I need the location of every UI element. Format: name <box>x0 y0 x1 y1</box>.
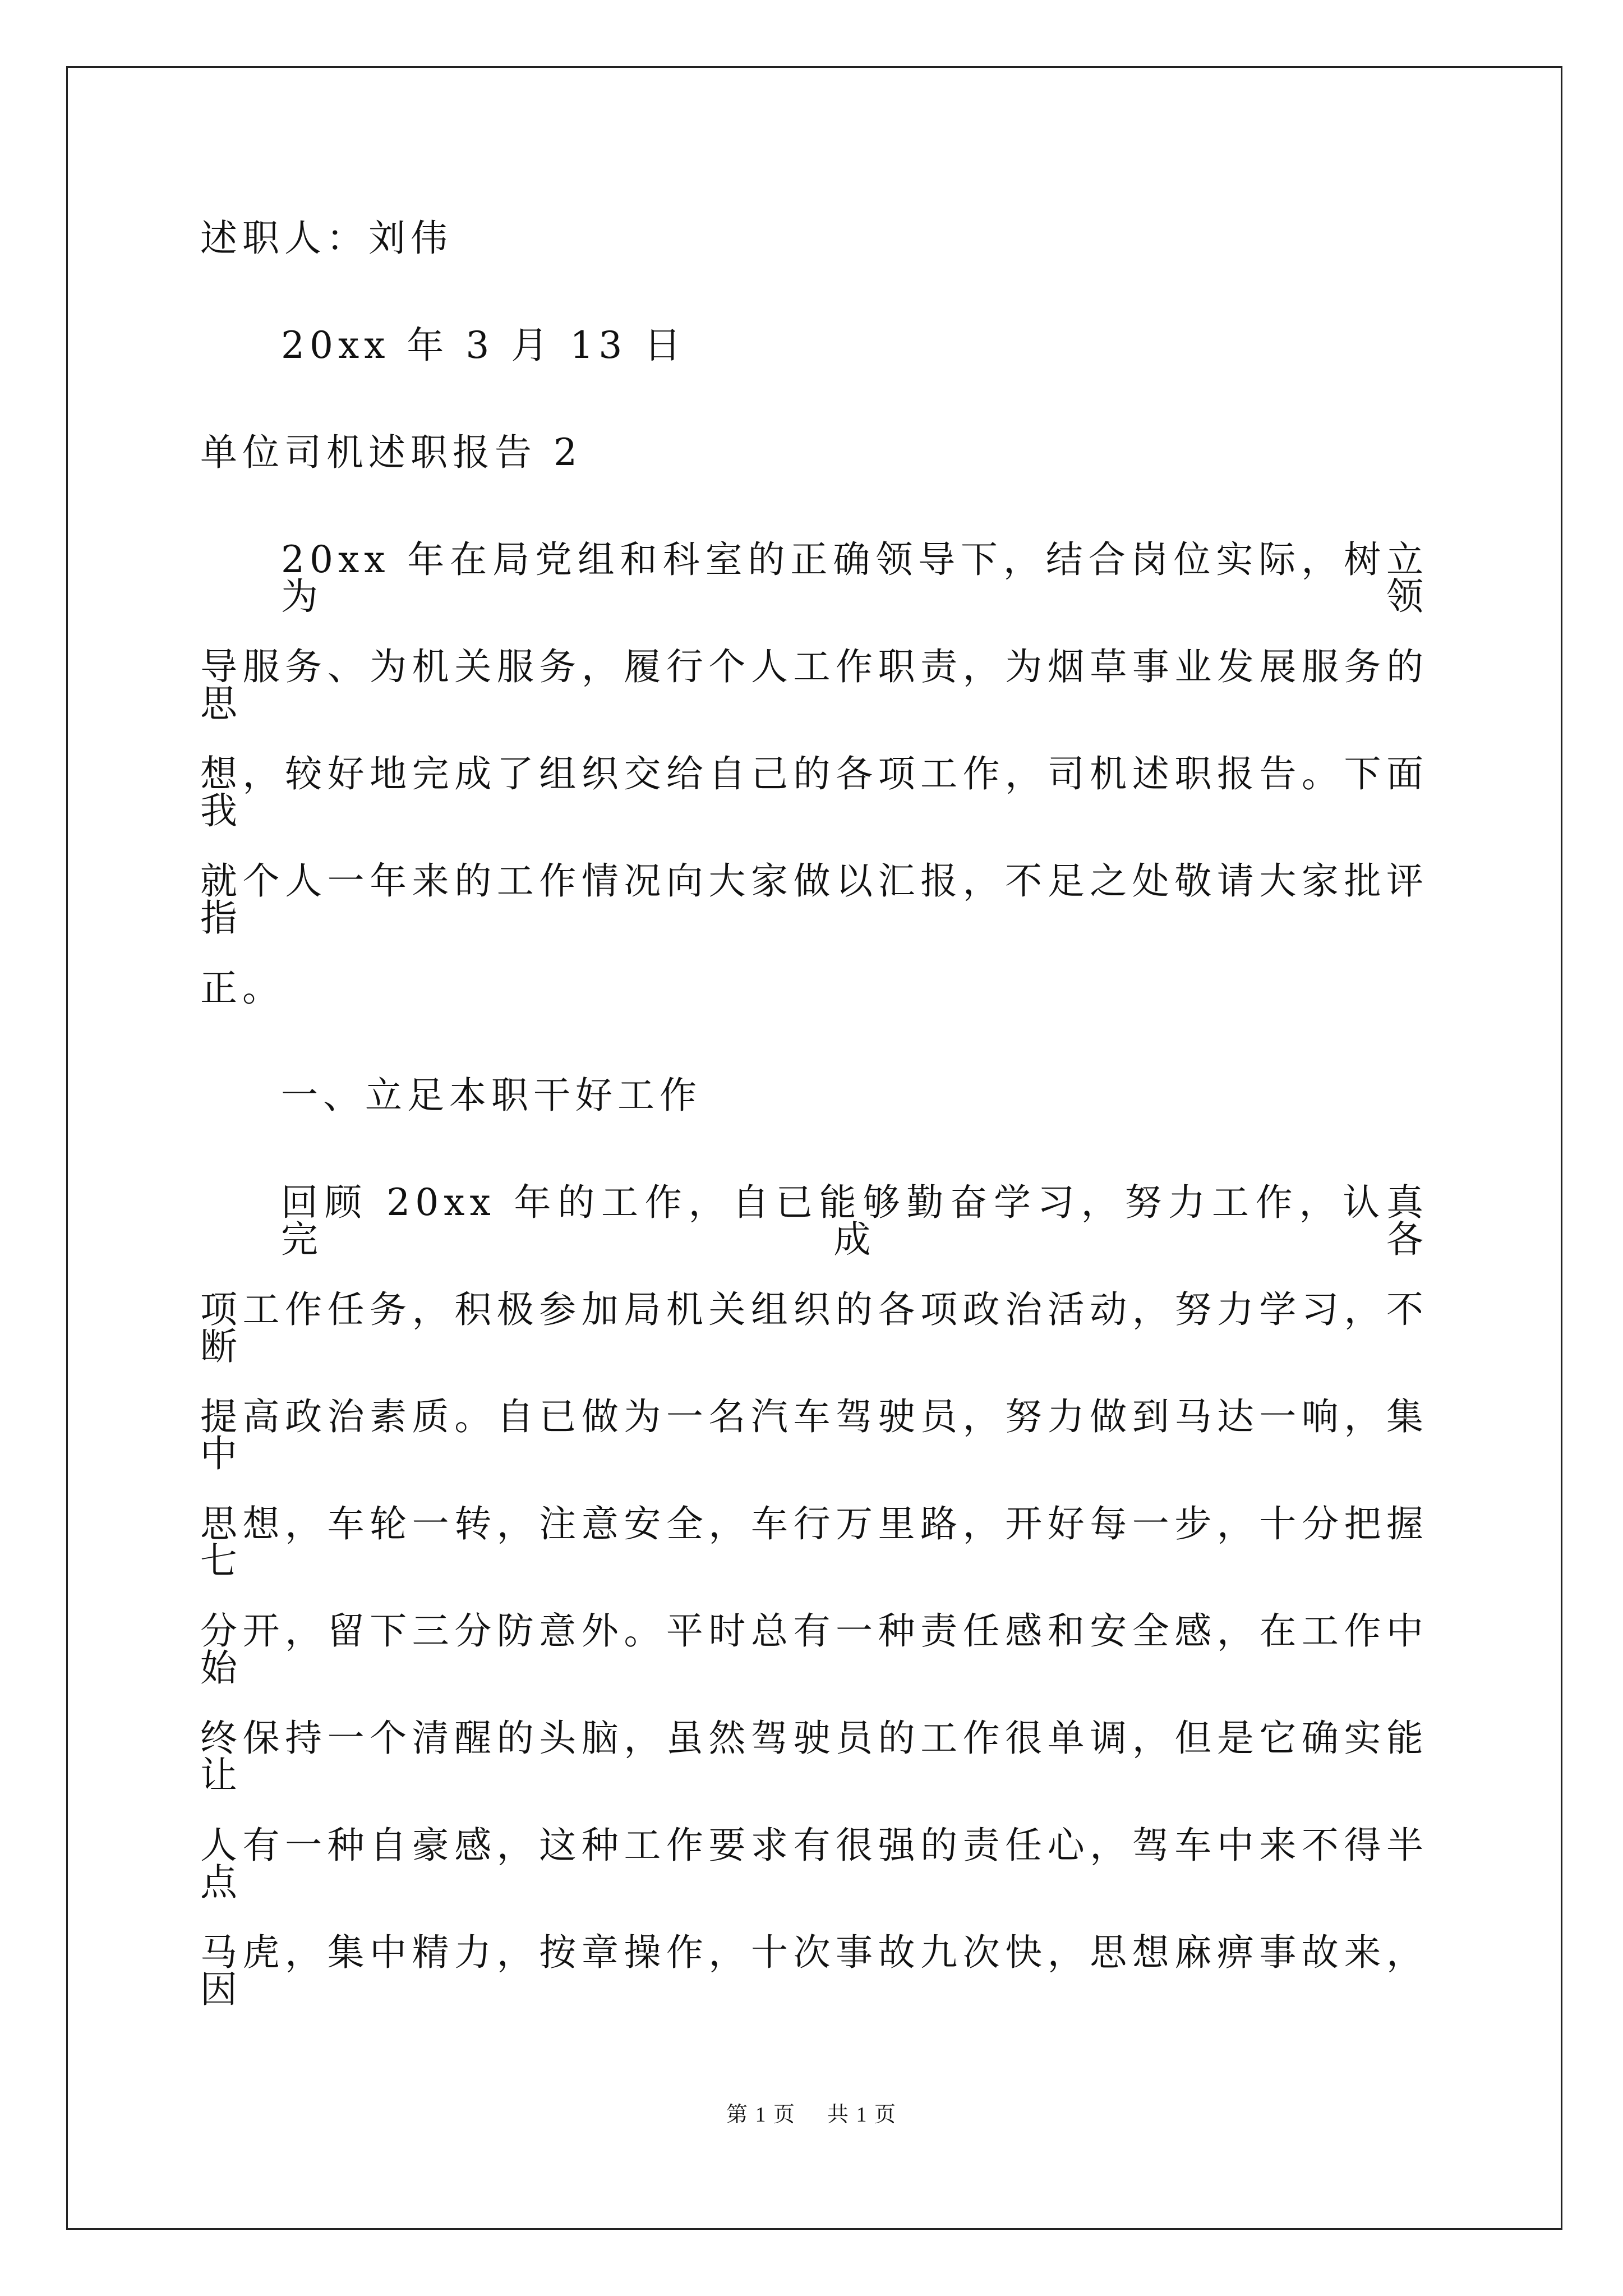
document-line: 分开，留下三分防意外。平时总有一种责任感和安全感，在工作中始 <box>200 1609 1428 1690</box>
section-heading: 一、立足本职干好工作 <box>281 1074 702 1117</box>
document-line: 提高政治素质。自已做为一名汽车驾驶员，努力做到马达一响，集中 <box>200 1395 1428 1475</box>
page-number: 第 1 页 <box>726 2103 796 2127</box>
document-line: 正。 <box>200 967 284 1010</box>
page-count: 共 1 页 <box>827 2103 897 2127</box>
document-line: 单位司机述职报告 2 <box>200 431 582 474</box>
document-line: 20xx 年在局党组和科室的正确领导下，结合岗位实际，树立为领 <box>281 538 1428 618</box>
document-line: 终保持一个清醒的头脑，虽然驾驶员的工作很单调，但是它确实能让 <box>200 1717 1428 1797</box>
document-line: 20xx 年 3 月 13 日 <box>281 324 686 367</box>
document-line: 导服务、为机关服务，履行个人工作职责，为烟草事业发展服务的思 <box>200 645 1428 725</box>
document-line: 马虎，集中精力，按章操作，十次事故九次快，思想麻痹事故来，因 <box>200 1931 1428 2011</box>
document-line: 人有一种自豪感，这种工作要求有很强的责任心，驾车中来不得半点 <box>200 1824 1428 1904</box>
document-line: 述职人：刘伟 <box>200 217 453 260</box>
document-line: 回顾 20xx 年的工作，自已能够勤奋学习，努力工作，认真完成各 <box>281 1181 1428 1261</box>
document-line: 想，较好地完成了组织交给自己的各项工作，司机述职报告。下面我 <box>200 752 1428 832</box>
document-line: 项工作任务，积极参加局机关组织的各项政治活动，努力学习，不断 <box>200 1288 1428 1368</box>
page-footer <box>0 2097 1623 2128</box>
document-line: 就个人一年来的工作情况向大家做以汇报，不足之处敬请大家批评指 <box>200 859 1428 940</box>
document-line: 思想，车轮一转，注意安全，车行万里路，开好每一步，十分把握七 <box>200 1502 1428 1582</box>
document-body <box>200 217 1428 2041</box>
